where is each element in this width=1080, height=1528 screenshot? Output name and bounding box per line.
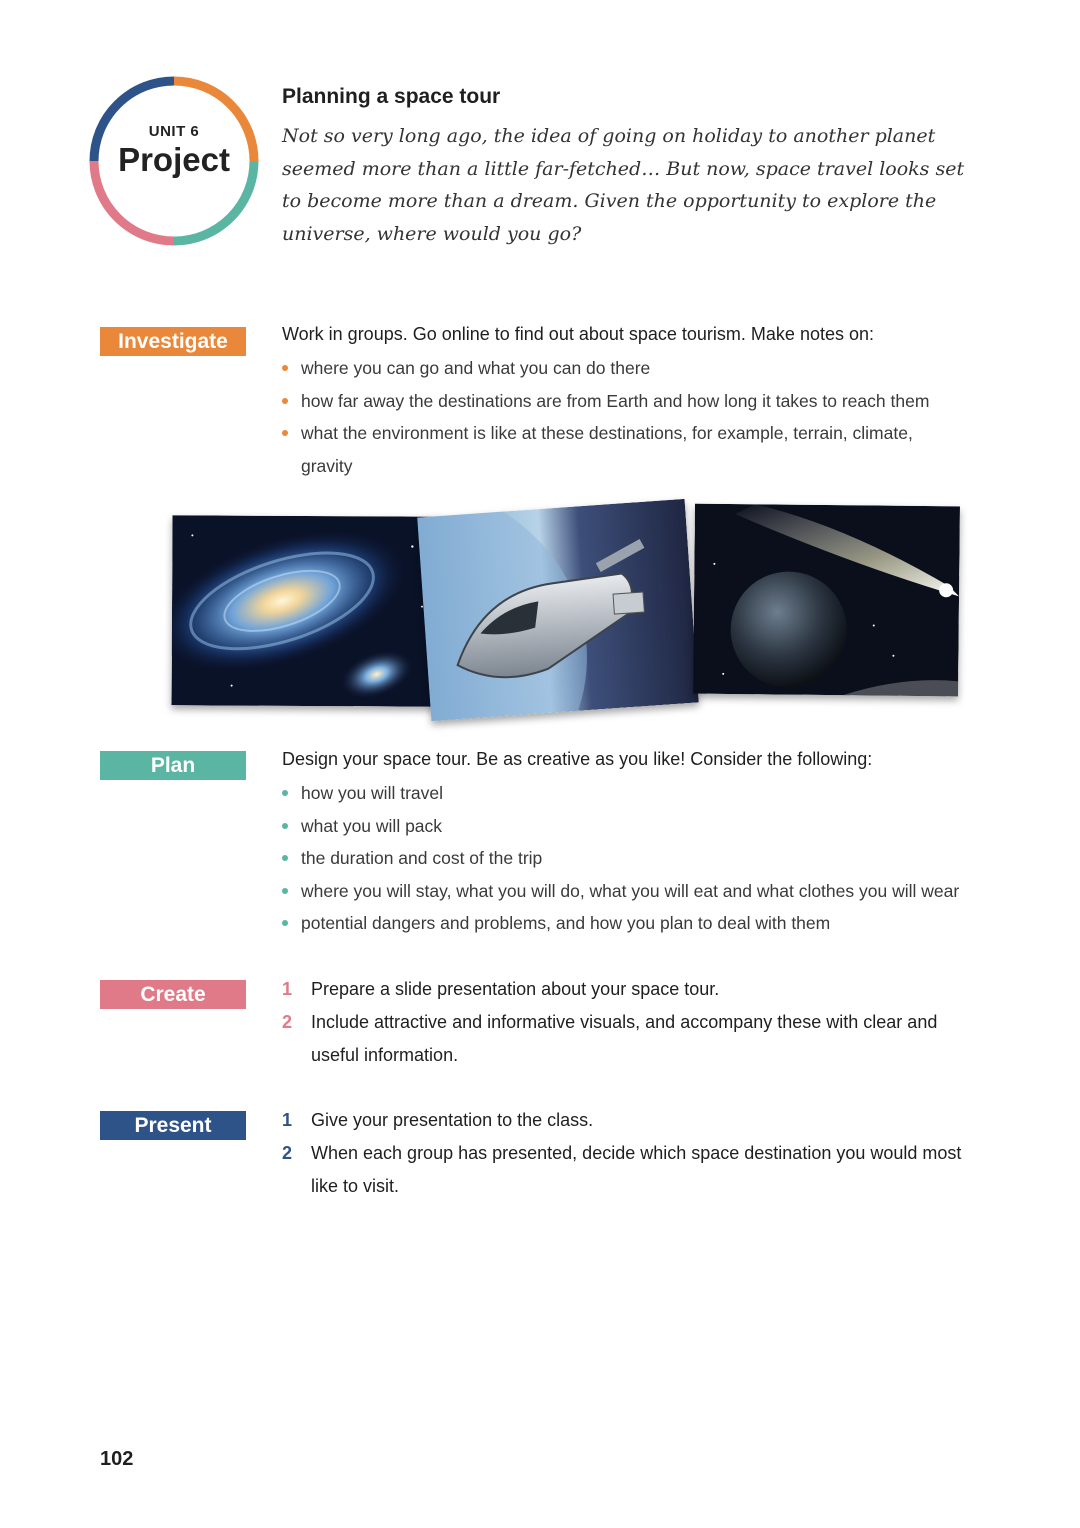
list-item: how you will travel bbox=[282, 777, 982, 810]
bullet-icon bbox=[282, 398, 288, 404]
plan-lead: Design your space tour. Be as creative as you like! Consider the following: bbox=[282, 749, 873, 769]
intro-text: Not so very long ago, the idea of going on holiday to another planet seemed more than a little far-fetched… But now, space travel looks set to become more than a dream. Given the opportunity to explore the universe, where would you go? bbox=[282, 125, 965, 245]
page-number: 102 bbox=[100, 1448, 134, 1470]
list-item: 1 Prepare a slide presentation about your space tour. bbox=[282, 979, 720, 999]
list-item: potential dangers and problems, and how you plan to deal with them bbox=[282, 907, 982, 940]
bullet-icon bbox=[282, 823, 288, 829]
bullet-icon bbox=[282, 855, 288, 861]
present-steps bbox=[282, 1104, 962, 1202]
bullet-icon bbox=[282, 920, 288, 926]
spaceship-photo bbox=[417, 499, 699, 721]
bullet-icon bbox=[282, 888, 288, 894]
create-label: Create bbox=[100, 980, 246, 1009]
list-item: how far away the destinations are from Earth and how long it takes to reach them bbox=[282, 385, 954, 418]
list-item: 2 When each group has presented, decide which space destination you would most like to visit. bbox=[282, 1142, 962, 1196]
investigate-label: Investigate bbox=[100, 327, 246, 356]
unit-badge bbox=[88, 75, 260, 247]
plan-list bbox=[282, 777, 982, 940]
list-item: the duration and cost of the trip bbox=[282, 842, 982, 875]
bullet-icon bbox=[282, 430, 288, 436]
list-item: what you will pack bbox=[282, 810, 982, 843]
list-item: 1 Give your presentation to the class. bbox=[282, 1110, 594, 1130]
plan-label: Plan bbox=[100, 751, 246, 780]
list-item: what the environment is like at these destinations, for example, terrain, climate, gravity bbox=[282, 417, 954, 482]
list-item: 2 Include attractive and informative visuals, and accompany these with clear and useful information. bbox=[282, 1011, 938, 1065]
galaxy-photo bbox=[172, 515, 441, 706]
list-item: where you can go and what you can do there bbox=[282, 352, 954, 385]
create-steps bbox=[282, 973, 982, 1071]
present-label: Present bbox=[100, 1111, 246, 1140]
bullet-icon bbox=[282, 365, 288, 371]
unit-label: UNIT 6 bbox=[148, 123, 200, 140]
investigate-lead: Work in groups. Go online to find out about space tourism. Make notes on: bbox=[282, 324, 874, 344]
list-item: where you will stay, what you will do, what you will eat and what clothes you will wear bbox=[282, 875, 982, 908]
bullet-icon bbox=[282, 790, 288, 796]
project-label: Project bbox=[118, 141, 230, 178]
comet-planet-photo bbox=[693, 504, 960, 697]
investigate-list bbox=[282, 352, 954, 482]
page-title: Planning a space tour bbox=[282, 85, 501, 108]
